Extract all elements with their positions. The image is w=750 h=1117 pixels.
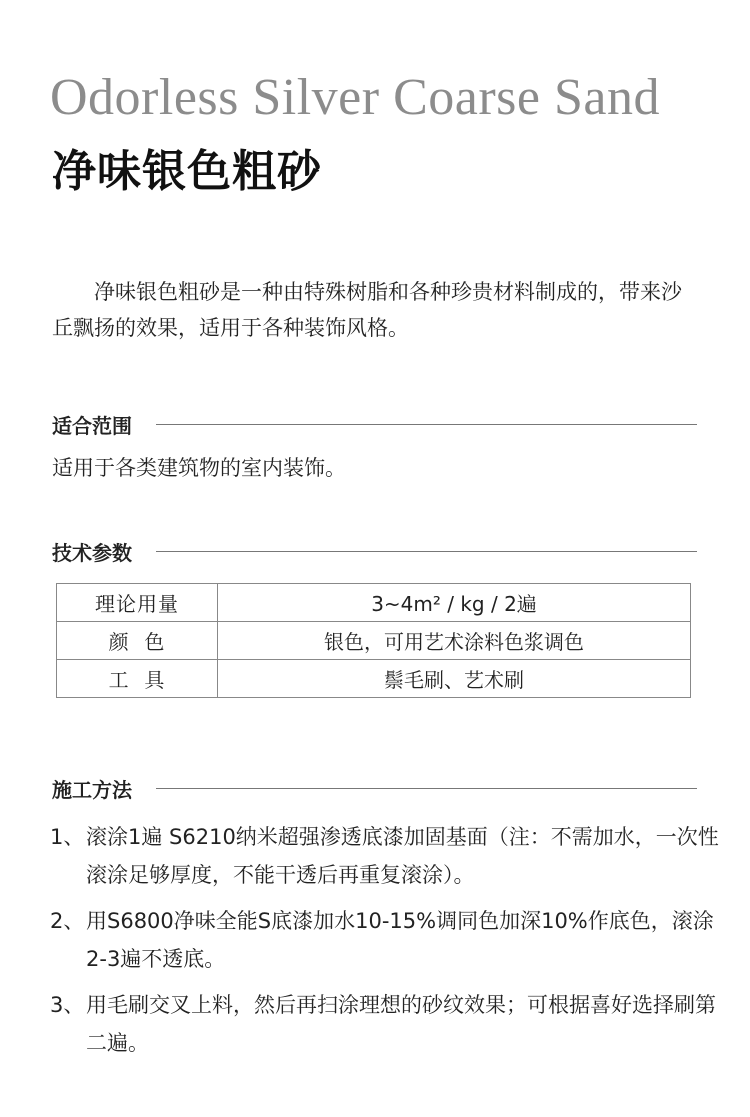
section-divider xyxy=(156,424,697,425)
title-chinese: 净味银色粗砂 xyxy=(52,146,322,197)
param-key: 工 具 xyxy=(57,660,218,698)
param-value: 3~4m² / kg / 2遍 xyxy=(218,584,691,622)
param-value: 银色，可用艺术涂料色浆调色 xyxy=(218,622,691,660)
table-row xyxy=(57,622,691,660)
tech-heading: 技术参数 xyxy=(52,540,132,565)
tech-section-header xyxy=(52,535,697,567)
step-number: 1、 xyxy=(50,825,85,849)
param-value: 鬃毛刷、艺术刷 xyxy=(218,660,691,698)
param-key: 颜 色 xyxy=(57,622,218,660)
list-item xyxy=(40,818,720,894)
list-item xyxy=(40,986,720,1062)
table-row xyxy=(57,584,691,622)
method-steps-list xyxy=(40,818,720,1062)
section-divider xyxy=(156,788,697,789)
section-divider xyxy=(156,551,697,552)
param-key: 理论用量 xyxy=(57,584,218,622)
intro-paragraph: 净味银色粗砂是一种由特殊树脂和各种珍贵材料制成的，带来沙丘飘扬的效果，适用于各种装饰风格。 xyxy=(52,280,682,340)
title-english: Odorless Silver Coarse Sand xyxy=(50,69,660,126)
method-section-header xyxy=(52,772,697,804)
step-text: 滚涂1遍 S6210纳米超强渗透底漆加固基面（注：不需加水，一次性滚涂足够厚度，不能干透后再重复滚涂）。 xyxy=(86,825,719,887)
step-number: 2、 xyxy=(50,909,85,933)
scope-heading: 适合范围 xyxy=(52,413,132,438)
step-text: 用毛刷交叉上料，然后再扫涂理想的砂纹效果；可根据喜好选择刷第二遍。 xyxy=(86,993,716,1055)
scope-section-header xyxy=(52,408,697,440)
list-item xyxy=(40,902,720,978)
step-text: 用S6800净味全能S底漆加水10-15%调同色加深10%作底色，滚涂2-3遍不透底。 xyxy=(86,909,714,971)
table-row xyxy=(57,660,691,698)
step-number: 3、 xyxy=(50,993,85,1017)
tech-params-table xyxy=(56,583,691,698)
method-heading: 施工方法 xyxy=(52,777,132,802)
scope-text: 适用于各类建筑物的室内装饰。 xyxy=(52,456,346,480)
